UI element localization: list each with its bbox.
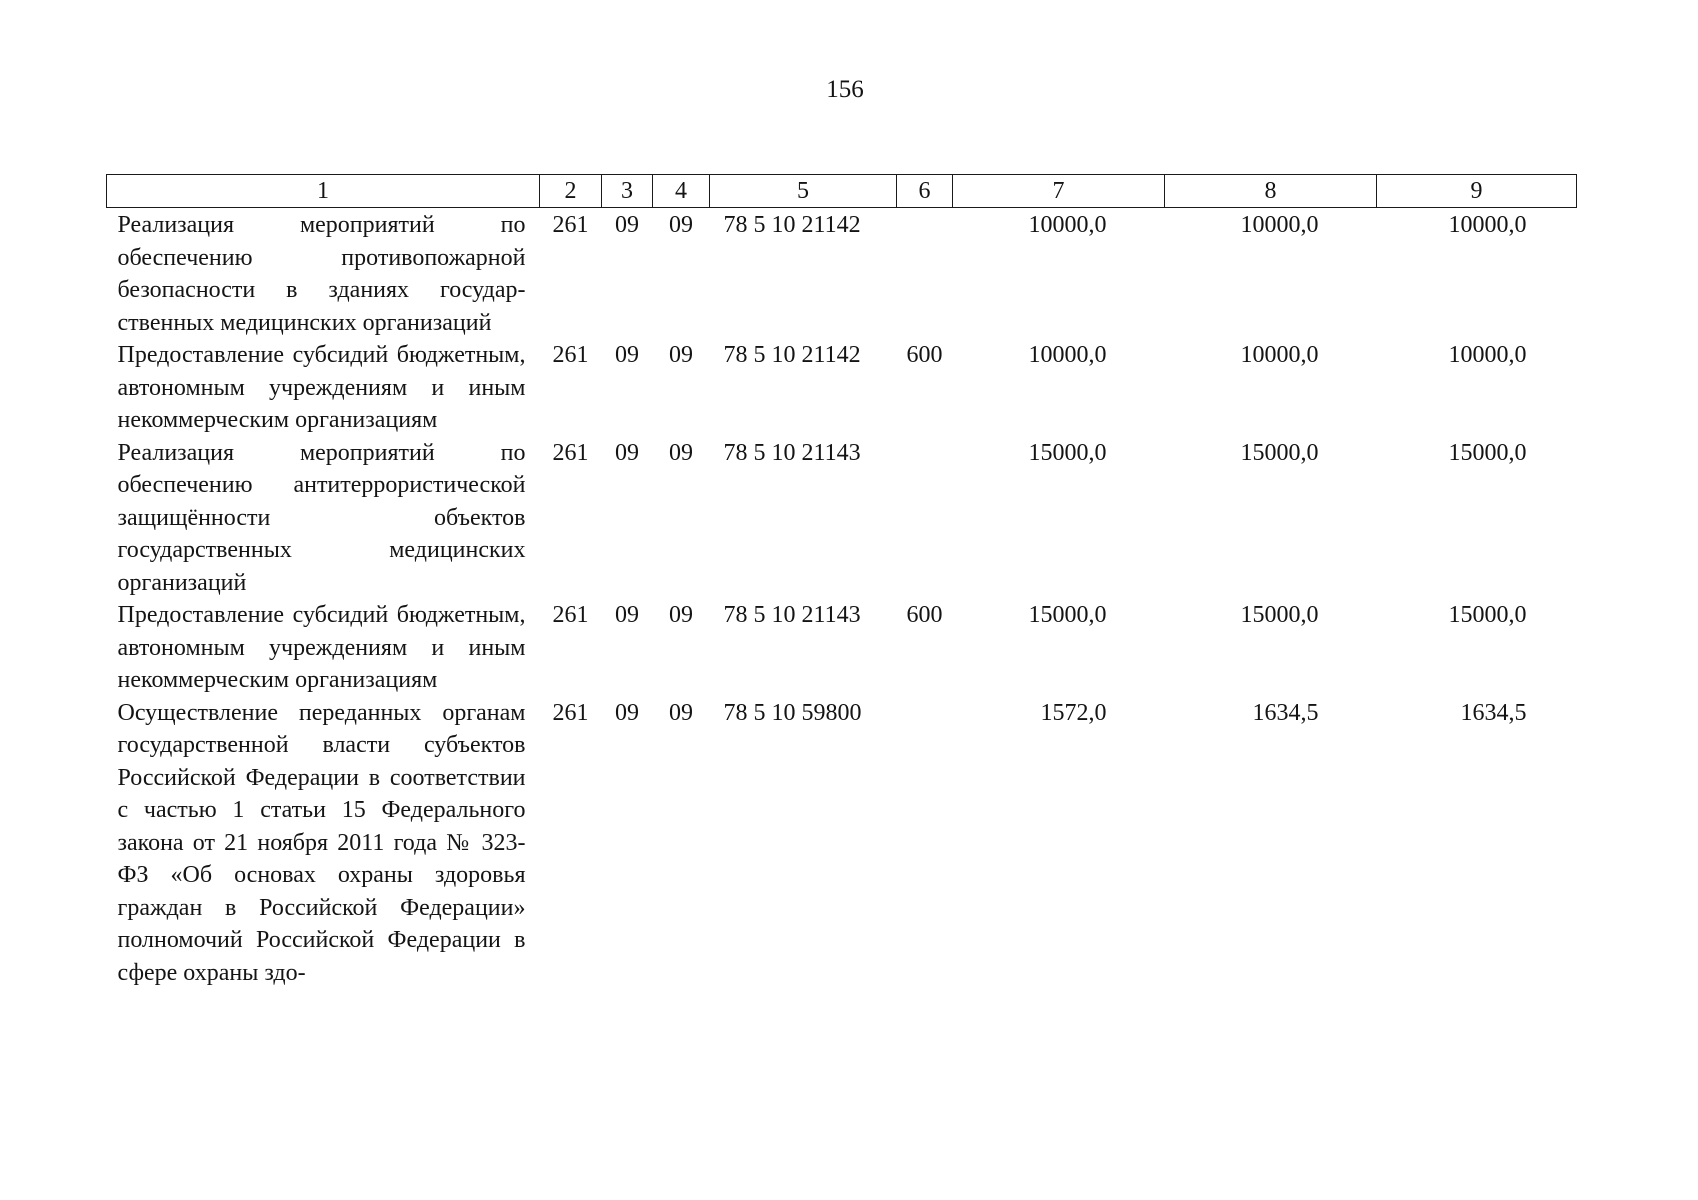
row-col-3: 09 <box>615 342 639 368</box>
table-row <box>107 599 1577 697</box>
table-body <box>107 208 1577 990</box>
row-description: Осуществление переданных органам государственной власти субъектов Российской Федерации в соответствии с частью 1 статьи 15 Федерального закона от 21 ноября 2011 года № 323-ФЗ «Об основах охраны здоровья граждан в Российской Федерации» полномочий Российской Федерации в сфере охраны здо- <box>117 699 526 986</box>
table-row <box>107 339 1577 437</box>
row-col-9: 10000,0 <box>1448 212 1527 238</box>
header-col-6: 6 <box>897 175 953 208</box>
row-col-8: 10000,0 <box>1240 212 1319 238</box>
row-col-3: 09 <box>615 602 639 628</box>
row-col-7: 10000,0 <box>1028 342 1107 368</box>
header-col-1: 1 <box>107 175 540 208</box>
row-col-6 <box>897 437 953 600</box>
page-number <box>0 76 1698 104</box>
row-description: Предоставление субсидий бюджетным, автономным учреждениям и иным некоммерческим организациям <box>117 602 526 693</box>
header-col-8: 8 <box>1165 175 1377 208</box>
row-col-5: 78 5 10 21143 <box>723 602 861 628</box>
row-description: Реализация мероприятий по обеспечению антитеррористической защищённости объектов государственных медицинских организаций <box>117 439 526 596</box>
row-col-2: 261 <box>552 602 589 628</box>
row-col-8: 15000,0 <box>1240 439 1319 466</box>
row-col-9: 15000,0 <box>1448 439 1527 466</box>
row-col-2: 261 <box>552 439 589 466</box>
header-col-2: 2 <box>540 175 602 208</box>
row-col-2: 261 <box>552 342 589 368</box>
header-col-9: 9 <box>1377 175 1577 208</box>
row-col-3: 09 <box>615 699 639 726</box>
row-col-8: 10000,0 <box>1240 342 1319 368</box>
row-col-5: 78 5 10 21143 <box>723 439 861 466</box>
row-col-2: 261 <box>552 699 589 726</box>
row-col-5: 78 5 10 59800 <box>723 699 862 726</box>
row-col-6 <box>897 697 953 990</box>
row-col-9: 15000,0 <box>1448 602 1527 628</box>
header-col-5: 5 <box>710 175 897 208</box>
table-header <box>107 175 1577 208</box>
row-col-5: 78 5 10 21142 <box>723 212 861 238</box>
header-col-3: 3 <box>602 175 653 208</box>
header-row <box>107 175 1577 208</box>
row-col-7: 15000,0 <box>1028 602 1107 628</box>
row-col-7: 10000,0 <box>1028 212 1107 238</box>
row-col-6 <box>897 208 953 340</box>
row-col-4: 09 <box>669 212 693 238</box>
row-col-6: 600 <box>906 602 943 628</box>
page-number-text: 156 <box>826 76 864 103</box>
row-col-2: 261 <box>552 212 589 238</box>
row-col-9: 1634,5 <box>1460 699 1527 726</box>
row-col-4: 09 <box>669 602 693 628</box>
header-col-4: 4 <box>653 175 710 208</box>
row-col-4: 09 <box>669 342 693 368</box>
row-description: Реализация мероприятий по обеспечению противопожарной безопасности в зданиях государственных медицинских организаций <box>117 212 526 336</box>
row-col-3: 09 <box>615 439 639 466</box>
table-row <box>107 697 1577 990</box>
header-col-7: 7 <box>953 175 1165 208</box>
table-row <box>107 208 1577 340</box>
row-col-3: 09 <box>615 212 639 238</box>
row-col-7: 15000,0 <box>1028 439 1107 466</box>
row-col-4: 09 <box>669 439 693 466</box>
row-col-8: 1634,5 <box>1252 699 1319 726</box>
budget-table <box>106 174 1577 989</box>
row-col-8: 15000,0 <box>1240 602 1319 628</box>
row-col-7: 1572,0 <box>1040 699 1107 726</box>
row-col-6: 600 <box>906 342 943 368</box>
row-description: Предоставление субсидий бюджетным, автономным учреждениям и иным некоммерческим организациям <box>117 342 526 433</box>
row-col-4: 09 <box>669 699 693 726</box>
row-col-5: 78 5 10 21142 <box>723 342 861 368</box>
table-row <box>107 437 1577 600</box>
row-col-9: 10000,0 <box>1448 342 1527 368</box>
